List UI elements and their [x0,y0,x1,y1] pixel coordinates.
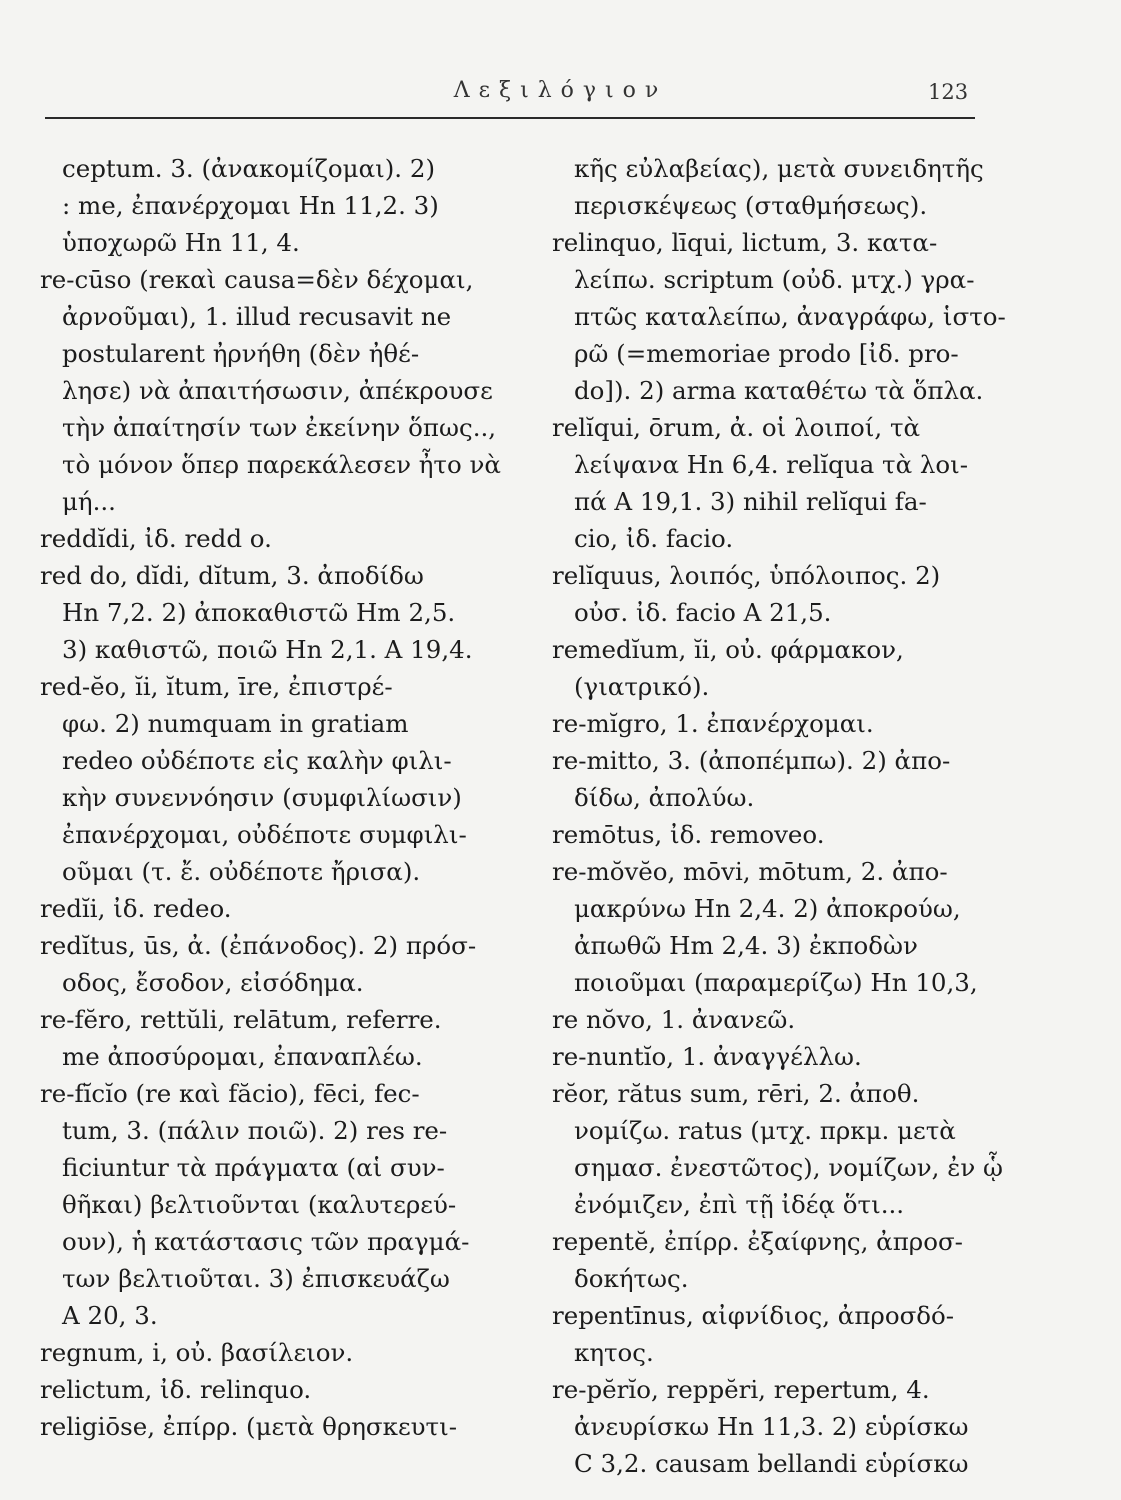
entry-line: ficiuntur τὰ πράγματα (αἱ συν- [62,1153,445,1182]
entry-line: μή... [62,487,116,516]
entry-line: περισκέψεως (σταθμήσεως). [574,191,928,220]
entry-line: κὴν συνεννόησιν (συμφιλίωσιν) [62,783,462,812]
entry-line: redĭtus, ūs, ἀ. (ἐπάνοδος). 2) πρόσ- [40,931,477,960]
entry-line: ἐνόμιζεν, ἐπὶ τῇ ἰδέᾳ ὅτι... [574,1190,905,1219]
entry-line: οὐσ. ἰδ. facio A 21,5. [574,598,832,627]
entry-line: re-mĭgro, 1. ἐπανέρχομαι. [552,709,874,738]
entry-line: repentīnus, αἰφνίδιος, ἀπροσδό- [552,1301,955,1330]
left-column [40,150,520,1445]
entry-line: relĭqui, ōrum, ἀ. οἱ λοιποί, τὰ [552,413,921,442]
entry-line: repentĕ, ἐπίρρ. ἐξαίφνης, ἀπροσ- [552,1227,963,1256]
entry-line: λείψανα Hn 6,4. relĭqua τὰ λοι- [574,450,969,479]
entry-line: remōtus, ἰδ. removeo. [552,820,825,849]
entry-line: rĕor, rătus sum, rēri, 2. ἀποθ. [552,1079,920,1108]
entry-line: πά A 19,1. 3) nihil relĭqui fa- [574,487,927,516]
entry-line: C 3,2. causam bellandi εὑρίσκω [574,1449,969,1478]
entry-line: κῆς εὐλαβείας), μετὰ συνειδητῆς [574,154,984,183]
entry-line: reddĭdi, ἰδ. redd o. [40,524,272,553]
entry-line: 3) καθιστῶ, ποιῶ Hn 2,1. A 19,4. [62,635,473,664]
entry-line: πτῶς καταλείπω, ἀναγράφω, ἱστο- [574,302,1006,331]
entry-line: re-mitto, 3. (ἀποπέμπω). 2) ἀπο- [552,746,951,775]
entry-line: νομίζω. ratus (μτχ. πρκμ. μετὰ [574,1116,956,1145]
entry-line: re-mŏvĕo, mōvi, mōtum, 2. ἀπο- [552,857,948,886]
entry-line: relĭquus, λοιπός, ὑπόλοιπος. 2) [552,561,941,590]
entry-line: των βελτιοῦται. 3) ἐπισκευάζω [62,1264,450,1293]
entry-line: σημασ. ἐνεστῶτος), νομίζων, ἐν ᾧ [574,1153,1004,1182]
entry-line: δίδω, ἀπολύω. [574,783,755,812]
entry-line: re-pĕrĭo, reppĕri, repertum, 4. [552,1375,930,1404]
entry-line: (γιατρικό). [574,672,710,701]
entry-line: ceptum. 3. (ἀνακομίζομαι). 2) [62,154,436,183]
right-column [552,150,1006,1482]
entry-line: cio, ἰδ. facio. [574,524,734,553]
entry-line: λησε) νὰ ἀπαιτήσωσιν, ἀπέκρουσε [62,376,493,405]
entry-line: redeo οὐδέποτε εἰς καλὴν φιλι- [62,746,452,775]
entry-line: tum, 3. (πάλιν ποιῶ). 2) res re- [62,1116,448,1145]
entry-line: κητος. [574,1338,654,1367]
entry-line: remedĭum, ĭi, οὐ. φάρμακον, [552,635,904,664]
entry-line: : me, ἐπανέρχομαι Hn 11,2. 3) [62,191,439,220]
entry-line: regnum, i, οὐ. βασίλειον. [40,1338,354,1367]
entry-line: relinquo, līqui, lictum, 3. κατα- [552,228,938,257]
entry-line: postularent ἠρνήθη (δὲν ἠθέ- [62,339,420,368]
entry-line: re-fĭcĭo (re καὶ făcio), fēci, fec- [40,1079,420,1108]
entry-line: τὴν ἀπαίτησίν των ἐκείνην ὅπως.., [62,413,497,442]
entry-line: ουν), ἡ κατάστασις τῶν πραγμά- [62,1227,470,1256]
entry-line: ἀπωθῶ Hm 2,4. 3) ἐκποδὼν [574,931,918,960]
running-header-title: Λεξιλόγιον [453,78,668,103]
entry-line: ἀνευρίσκω Hn 11,3. 2) εὑρίσκω [574,1412,969,1441]
header-rule [45,117,975,119]
entry-line: ρῶ (=memoriae prodo [ἰδ. pro- [574,339,959,368]
entry-line: λείπω. scriptum (οὐδ. μτχ.) γρα- [574,265,975,294]
entry-line: religiōse, ἐπίρρ. (μετὰ θρησκευτι- [40,1412,457,1441]
entry-line: me ἀποσύρομαι, ἐπαναπλέω. [62,1042,423,1071]
entry-line: re-nuntĭo, 1. ἀναγγέλλω. [552,1042,862,1071]
entry-line: ἐπανέρχομαι, οὐδέποτε συμφιλι- [62,820,467,849]
entry-line: φω. 2) numquam in gratiam [62,709,409,738]
entry-line: A 20, 3. [62,1301,158,1330]
entry-line: ὑποχωρῶ Hn 11, 4. [62,228,300,257]
page-number: 123 [928,80,969,104]
entry-line: μακρύνω Hn 2,4. 2) ἀποκρούω, [574,894,961,923]
entry-line: Hn 7,2. 2) ἀποκαθιστῶ Hm 2,5. [62,598,456,627]
entry-line: re nŏvo, 1. ἀνανεῶ. [552,1005,796,1034]
entry-line: relictum, ἰδ. relinquo. [40,1375,312,1404]
entry-line: θῆκαι) βελτιοῦνται (καλυτερεύ- [62,1190,457,1219]
entry-line: οδος, ἔσοδον, εἰσόδημα. [62,968,364,997]
entry-line: ἀρνοῦμαι), 1. illud recusavit ne [62,302,452,331]
entry-line: red-ĕo, ĭi, ĭtum, īre, ἐπιστρέ- [40,672,393,701]
entry-line: re-cūso (reκαὶ causa=δὲν δέχομαι, [40,265,474,294]
entry-line: ποιοῦμαι (παραμερίζω) Hn 10,3, [574,968,978,997]
entry-line: red do, dĭdi, dĭtum, 3. ἀποδίδω [40,561,424,590]
entry-line: δοκήτως. [574,1264,689,1293]
entry-line: do]). 2) arma καταθέτω τὰ ὅπλα. [574,376,984,405]
entry-line: re-fĕro, rettŭli, relātum, referre. [40,1005,442,1034]
entry-line: οῦμαι (τ. ἔ. οὐδέποτε ἤρισα). [62,857,421,886]
entry-line: τὸ μόνον ὅπερ παρεκάλεσεν ἦτο νὰ [62,450,501,479]
entry-line: redĭi, ἰδ. redeo. [40,894,232,923]
